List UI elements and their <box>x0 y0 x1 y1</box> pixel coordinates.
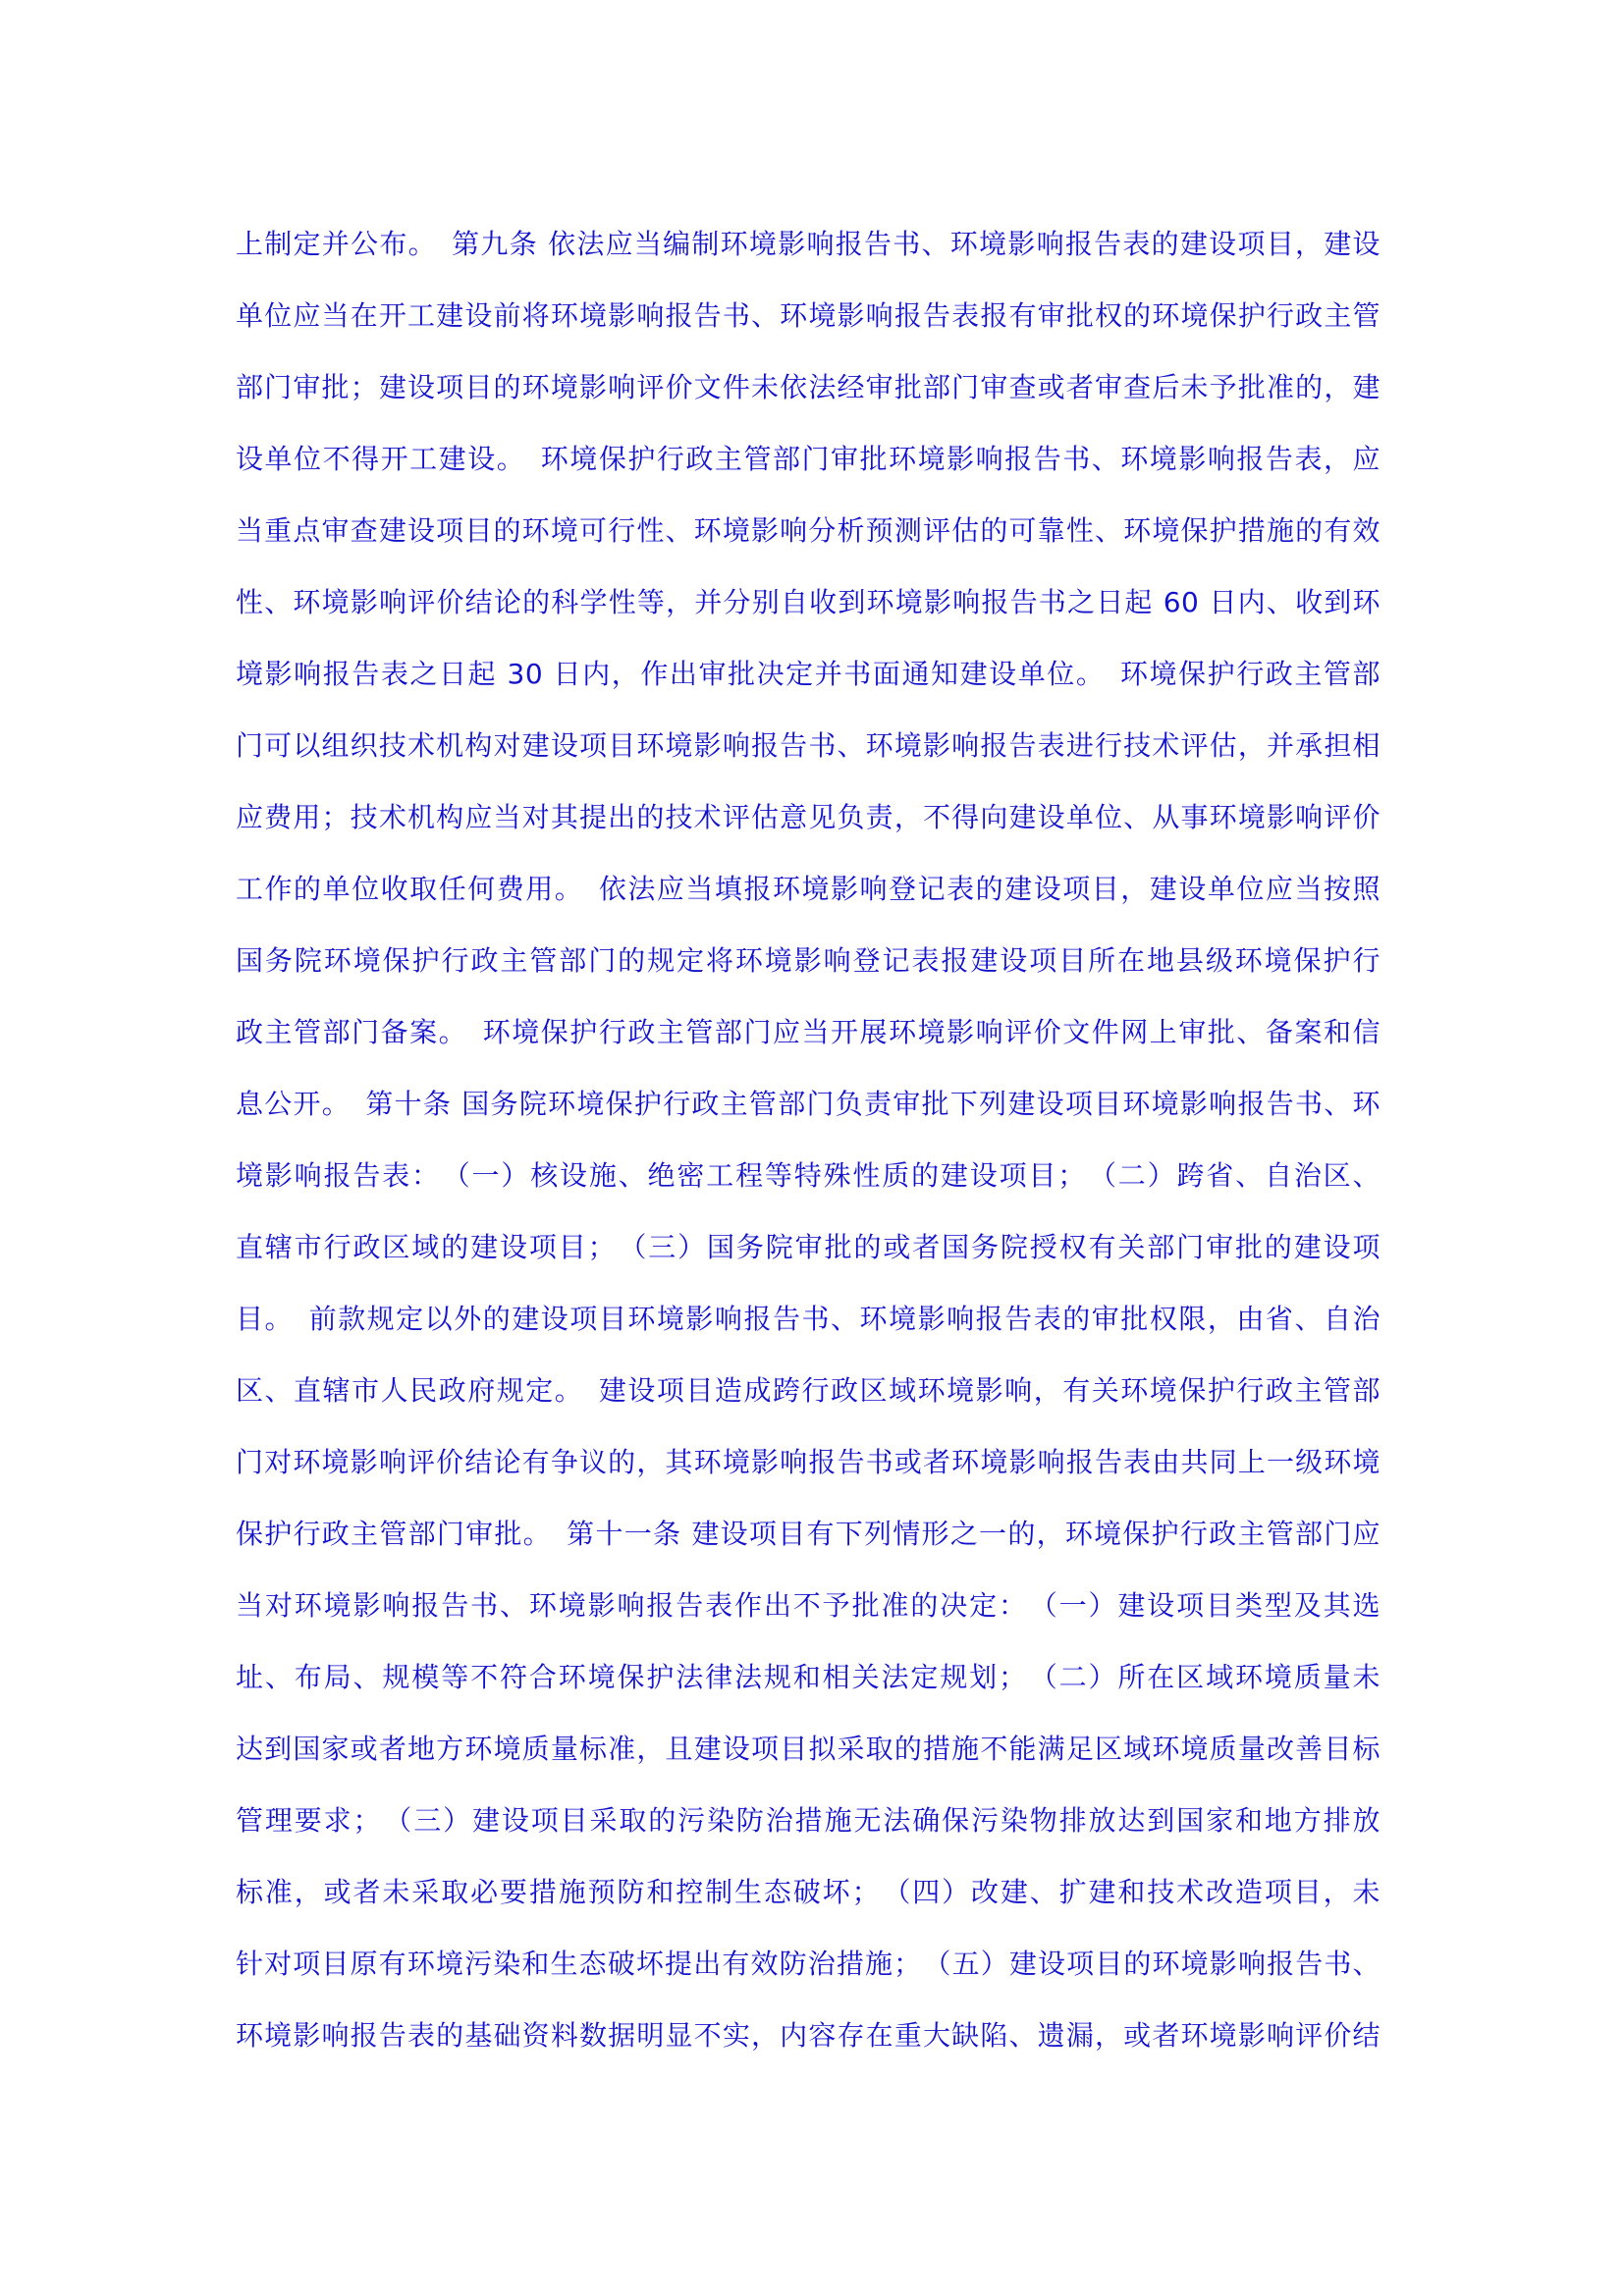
text-line: 单位应当在开工建设前将环境影响报告书、环境影响报告表报有审批权的环境保护行政主管 <box>236 299 1380 332</box>
text-line: 门可以组织技术机构对建设项目环境影响报告书、环境影响报告表进行技术评估，并承担相 <box>236 729 1380 762</box>
text-line: 管理要求； （三）建设项目采取的污染防治措施无法确保污染物排放达到国家和地方排放 <box>236 1804 1380 1837</box>
text-line: 设单位不得开工建设。 环境保护行政主管部门审批环境影响报告书、环境影响报告表，应 <box>236 443 1380 475</box>
text-line: 达到国家或者地方环境质量标准，且建设项目拟采取的措施不能满足区域环境质量改善目标 <box>236 1733 1380 1765</box>
text-line: 应费用；技术机构应当对其提出的技术评估意见负责，不得向建设单位、从事环境影响评价 <box>236 801 1380 833</box>
text-line: 门对环境影响评价结论有争议的，其环境影响报告书或者环境影响报告表由共同上一级环境 <box>236 1446 1380 1478</box>
text-line: 区、直辖市人民政府规定。 建设项目造成跨行政区域环境影响，有关环境保护行政主管部 <box>236 1374 1380 1407</box>
text-line: 工作的单位收取任何费用。 依法应当填报环境影响登记表的建设项目，建设单位应当按照 <box>236 873 1380 905</box>
text-line: 保护行政主管部门审批。 第十一条 建设项目有下列情形之一的，环境保护行政主管部门应 <box>236 1518 1380 1550</box>
text-line: 性、环境影响评价结论的科学性等，并分别自收到环境影响报告书之日起 60 日内、收到环 <box>236 586 1380 618</box>
text-line: 上制定并公布。 第九条 依法应当编制环境影响报告书、环境影响报告表的建设项目，建设 <box>236 228 1380 260</box>
text-line: 境影响报告表之日起 30 日内，作出审批决定并书面通知建设单位。 环境保护行政主管部 <box>236 658 1380 690</box>
text-line: 息公开。 第十条 国务院环境保护行政主管部门负责审批下列建设项目环境影响报告书、环 <box>236 1088 1380 1120</box>
text-line: 境影响报告表： （一）核设施、绝密工程等特殊性质的建设项目； （二）跨省、自治区、 <box>236 1159 1380 1192</box>
text-line: 针对项目原有环境污染和生态破坏提出有效防治措施； （五）建设项目的环境影响报告书、 <box>236 1948 1380 1980</box>
text-line: 政主管部门备案。 环境保护行政主管部门应当开展环境影响评价文件网上审批、备案和信 <box>236 1016 1380 1048</box>
legal-text-body <box>236 208 1380 2071</box>
text-line: 环境影响报告表的基础资料数据明显不实，内容存在重大缺陷、遗漏，或者环境影响评价结 <box>236 2019 1380 2052</box>
text-line: 部门审批；建设项目的环境影响评价文件未依法经审批部门审查或者审查后未予批准的，建 <box>236 371 1380 403</box>
text-line: 直辖市行政区域的建设项目； （三）国务院审批的或者国务院授权有关部门审批的建设项 <box>236 1231 1380 1263</box>
text-line: 标准，或者未采取必要措施预防和控制生态破坏； （四）改建、扩建和技术改造项目，未 <box>236 1876 1380 1908</box>
text-line: 址、布局、规模等不符合环境保护法律法规和相关法定规划； （二）所在区域环境质量未 <box>236 1661 1380 1693</box>
text-line: 当对环境影响报告书、环境影响报告表作出不予批准的决定： （一）建设项目类型及其选 <box>236 1589 1380 1622</box>
text-line: 目。 前款规定以外的建设项目环境影响报告书、环境影响报告表的审批权限，由省、自治 <box>236 1303 1380 1335</box>
text-line: 当重点审查建设项目的环境可行性、环境影响分析预测评估的可靠性、环境保护措施的有效 <box>236 514 1380 547</box>
text-line: 国务院环境保护行政主管部门的规定将环境影响登记表报建设项目所在地县级环境保护行 <box>236 944 1380 977</box>
